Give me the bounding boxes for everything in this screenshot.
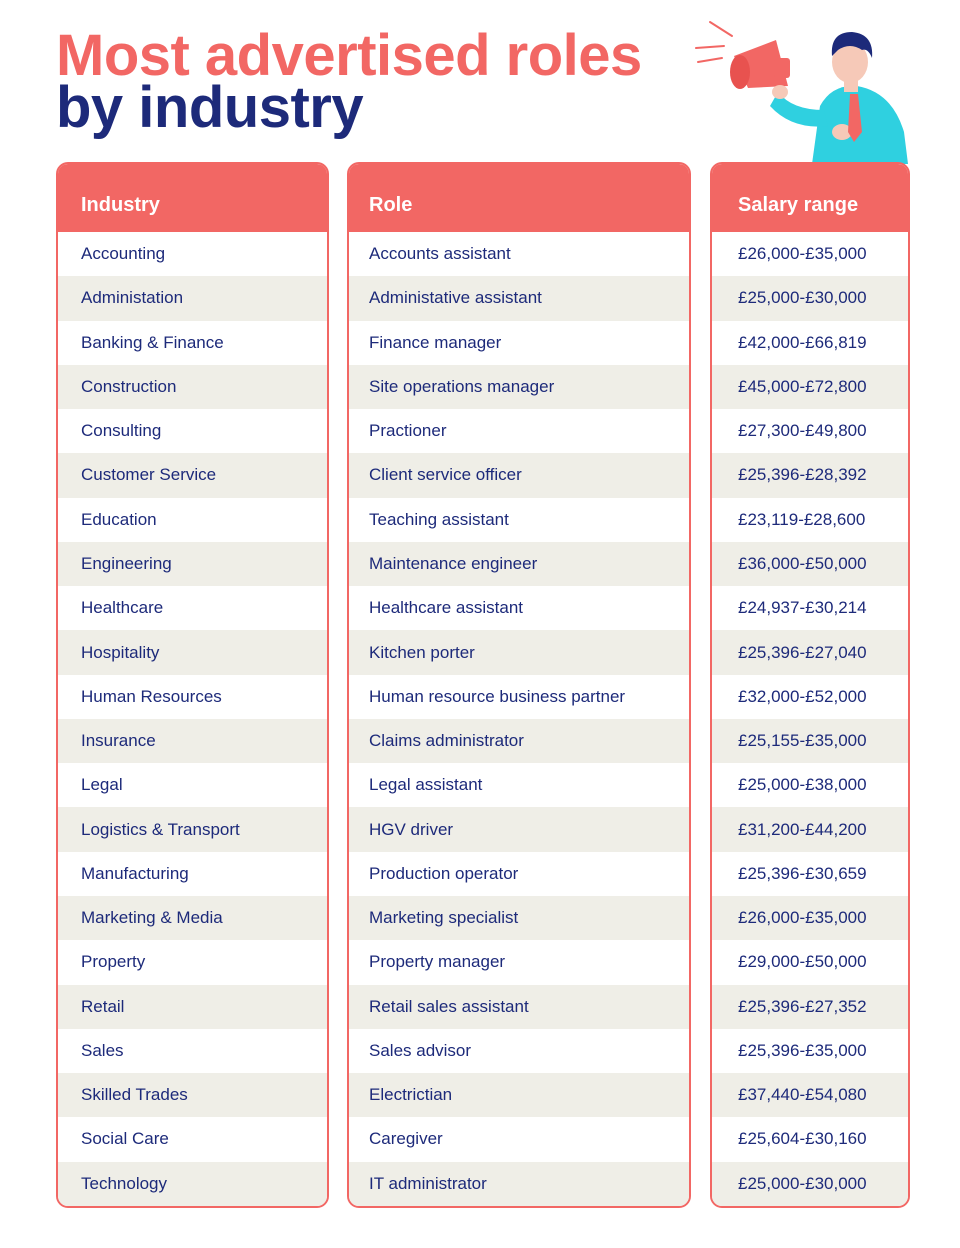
salary-cell: £25,396-£28,392 [712,453,908,497]
salary-cell: £26,000-£35,000 [738,244,867,264]
salary-column [710,162,910,1208]
salary-cell: £25,000-£38,000 [738,775,867,795]
salary-cell: £25,000-£30,000 [712,1162,908,1206]
industry-cell: Accounting [81,244,166,264]
industry-cell: Technology [58,1162,327,1206]
role-cell: Kitchen porter [349,630,689,674]
role-column-header: Role [349,164,689,232]
industry-cell: Marketing & Media [58,896,327,940]
role-cell: Electrictian [349,1073,689,1117]
role-cell: Legal assistant [369,775,483,795]
salary-cell: £29,000-£50,000 [738,952,867,972]
role-cell: Sales advisor [369,1040,472,1060]
role-cell: Retail sales assistant [349,985,689,1029]
industry-cell: Skilled Trades [58,1073,327,1117]
industry-cell: Insurance [58,719,327,763]
role-cell: Property manager [369,952,506,972]
industry-list [58,232,327,1206]
salary-cell: £25,396-£27,040 [712,630,908,674]
salary-cell: £25,396-£27,352 [712,985,908,1029]
industry-cell: Logistics & Transport [58,807,327,851]
industry-cell: Healthcare [81,598,164,618]
industry-column-header: Industry [58,164,327,232]
industry-cell: Manufacturing [81,863,189,883]
role-cell: Practioner [369,421,447,441]
industry-cell: Sales [81,1040,124,1060]
role-cell: Maintenance engineer [349,542,689,586]
industry-cell: Human Resources [81,686,222,706]
industry-cell: Legal [81,775,123,795]
industry-cell: Hospitality [58,630,327,674]
salary-cell: £25,155-£35,000 [712,719,908,763]
salary-cell: £31,200-£44,200 [712,807,908,851]
salary-cell: £27,300-£49,800 [738,421,867,441]
role-cell: Teaching assistant [369,509,509,529]
page-subtitle: by industry [56,75,364,140]
salary-cell: £25,396-£30,659 [738,863,867,883]
role-cell: HGV driver [349,807,689,851]
industry-cell: Engineering [58,542,327,586]
industry-column [56,162,329,1208]
role-cell: Claims administrator [349,719,689,763]
person-with-megaphone-icon [692,14,922,164]
salary-cell: £36,000-£50,000 [712,542,908,586]
role-cell: Healthcare assistant [369,598,524,618]
salary-cell: £25,396-£35,000 [738,1040,867,1060]
industry-cell: Property [81,952,146,972]
salary-cell: £45,000-£72,800 [712,365,908,409]
industry-cell: Construction [58,365,327,409]
salary-cell: £37,440-£54,080 [712,1073,908,1117]
role-cell: Caregiver [369,1129,443,1149]
salary-cell: £24,937-£30,214 [738,598,867,618]
role-list [349,232,689,1206]
salary-cell: £42,000-£66,819 [738,332,867,352]
page-title: Most advertised roles [56,23,642,88]
salary-cell: £26,000-£35,000 [712,896,908,940]
role-cell: IT administrator [349,1162,689,1206]
salary-list [712,232,908,1206]
role-cell: Marketing specialist [349,896,689,940]
industry-cell: Social Care [81,1129,169,1149]
industry-cell: Consulting [81,421,162,441]
role-cell: Production operator [369,863,519,883]
role-cell: Site operations manager [349,365,689,409]
industry-cell: Retail [58,985,327,1029]
salary-cell: £25,000-£30,000 [712,276,908,320]
industry-cell: Banking & Finance [81,332,224,352]
salary-cell: £25,604-£30,160 [738,1129,867,1149]
role-cell: Client service officer [349,453,689,497]
role-cell: Finance manager [369,332,502,352]
salary-cell: £23,119-£28,600 [738,509,866,529]
salary-column-header: Salary range [712,164,908,232]
role-cell: Accounts assistant [369,244,511,264]
industry-cell: Administation [58,276,327,320]
role-cell: Administative assistant [349,276,689,320]
salary-cell: £32,000-£52,000 [738,686,867,706]
role-cell: Human resource business partner [369,686,626,706]
role-column [347,162,691,1208]
industry-cell: Customer Service [58,453,327,497]
industry-cell: Education [81,509,157,529]
